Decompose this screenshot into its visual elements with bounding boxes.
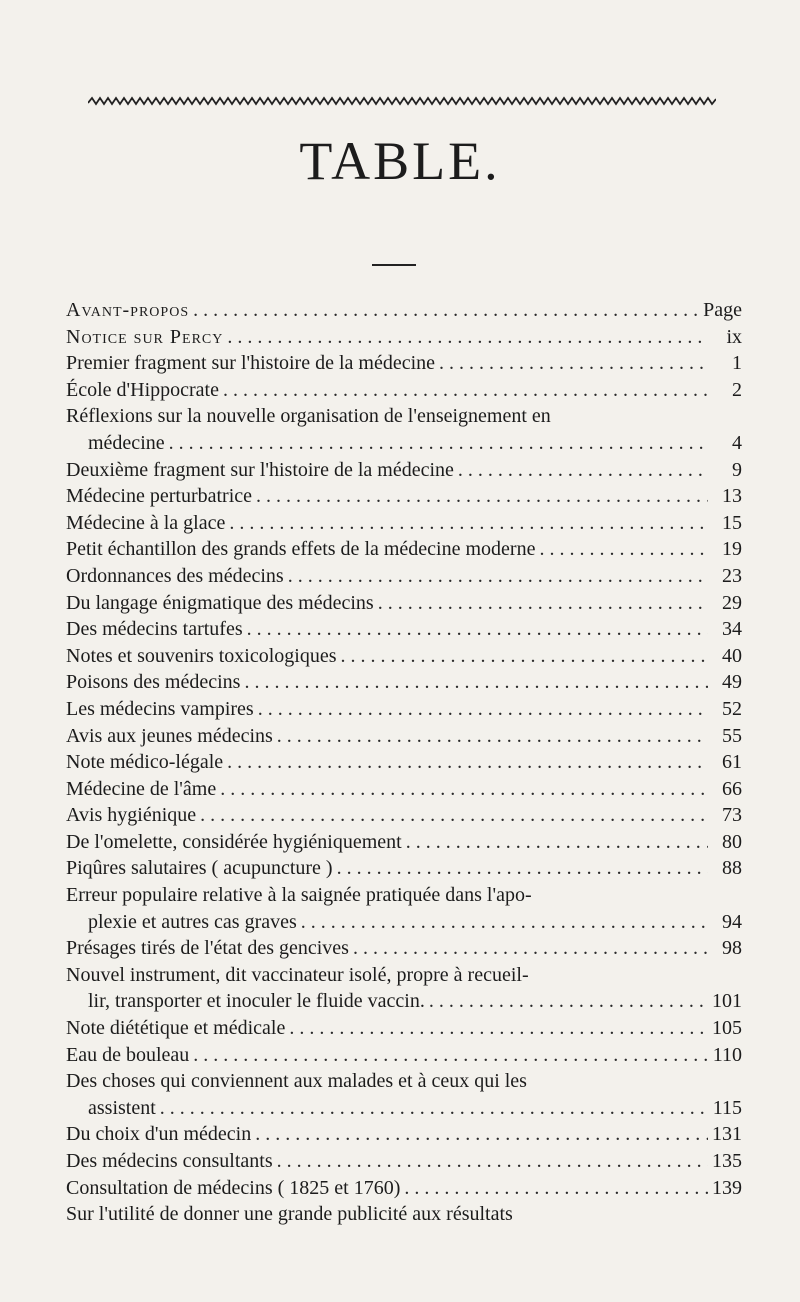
toc-entry-row bbox=[66, 1121, 742, 1148]
toc-entry-page: 9 bbox=[732, 458, 742, 481]
table-of-contents bbox=[66, 297, 742, 1228]
toc-entry-page: 73 bbox=[722, 804, 742, 827]
toc-entry bbox=[66, 643, 742, 670]
dot-leader bbox=[289, 1015, 708, 1042]
toc-entry-title: Ordonnances des médecins bbox=[66, 564, 284, 587]
toc-entry-row bbox=[66, 324, 742, 351]
dot-leader bbox=[301, 909, 708, 936]
toc-entry-title: Médecine perturbatrice bbox=[66, 485, 253, 508]
dot-leader bbox=[277, 723, 708, 750]
dot-leader bbox=[220, 776, 708, 803]
toc-entry-title: Avant-propos bbox=[66, 299, 190, 321]
toc-entry-row bbox=[66, 935, 742, 962]
toc-entry bbox=[66, 563, 742, 590]
toc-entry bbox=[66, 935, 742, 962]
toc-entry-row bbox=[66, 696, 742, 723]
toc-entry-row bbox=[66, 723, 742, 750]
toc-entry-row bbox=[66, 1042, 742, 1069]
toc-entry-title: assistent bbox=[88, 1096, 156, 1119]
toc-entry-row bbox=[66, 909, 742, 936]
toc-entry-row bbox=[66, 510, 742, 537]
toc-entry-row bbox=[66, 563, 742, 590]
dot-leader bbox=[223, 377, 708, 404]
toc-entry-page: 2 bbox=[732, 378, 742, 401]
toc-entry-row bbox=[66, 350, 742, 377]
toc-entry-page: 94 bbox=[722, 910, 742, 933]
toc-entry-row bbox=[66, 749, 742, 776]
toc-entry-page: 115 bbox=[712, 1096, 742, 1119]
toc-entry-title: École d'Hippocrate bbox=[66, 378, 219, 401]
toc-entry-title: Deuxième fragment sur l'histoire de la médecine bbox=[66, 458, 454, 481]
toc-entry bbox=[66, 723, 742, 750]
toc-entry bbox=[66, 403, 742, 456]
toc-entry-first-line: Sur l'utilité de donner une grande publicité aux résultats bbox=[66, 1203, 513, 1226]
toc-entry-page: Page bbox=[703, 299, 742, 321]
toc-entry-title: Du choix d'un médecin bbox=[66, 1123, 252, 1146]
toc-entry-title: Note diététique et médicale bbox=[66, 1017, 286, 1040]
toc-entry-title: Notice sur Percy bbox=[66, 325, 224, 348]
toc-entry-title: Des médecins consultants bbox=[66, 1150, 273, 1172]
toc-entry-first-line: Des choses qui conviennent aux malades et à ceux qui les bbox=[66, 1070, 527, 1093]
toc-entry-page: 23 bbox=[722, 564, 742, 587]
dot-leader bbox=[458, 457, 708, 484]
toc-entry bbox=[66, 1015, 742, 1042]
toc-entry bbox=[66, 882, 742, 935]
toc-entry-row bbox=[66, 430, 742, 457]
toc-entry-page: 80 bbox=[722, 830, 742, 853]
toc-entry-page: 19 bbox=[722, 538, 742, 561]
toc-entry-title: Consultation de médecins ( 1825 et 1760) bbox=[66, 1176, 401, 1199]
dot-leader bbox=[404, 1175, 708, 1202]
toc-entry-row bbox=[66, 669, 742, 696]
toc-entry-page: ix bbox=[726, 325, 742, 348]
toc-entry-row bbox=[66, 1148, 742, 1175]
toc-entry-title: Du langage énigmatique des médecins bbox=[66, 591, 374, 614]
dot-leader bbox=[341, 643, 708, 670]
toc-entry-row bbox=[66, 1175, 742, 1202]
dot-leader bbox=[337, 855, 708, 882]
toc-entry-title: Notes et souvenirs toxicologiques bbox=[66, 644, 337, 667]
toc-entry-title: Des médecins tartufes bbox=[66, 618, 243, 641]
toc-entry bbox=[66, 297, 742, 324]
toc-entry bbox=[66, 696, 742, 723]
toc-entry-page: 88 bbox=[722, 857, 742, 880]
dot-leader bbox=[255, 1121, 708, 1148]
toc-entry bbox=[66, 1148, 742, 1175]
toc-entry bbox=[66, 829, 742, 856]
toc-entry-title: Présages tirés de l'état des gencives bbox=[66, 937, 349, 960]
toc-entry bbox=[66, 377, 742, 404]
dot-leader bbox=[193, 1042, 708, 1069]
toc-entry bbox=[66, 510, 742, 537]
toc-entry-row bbox=[66, 829, 742, 856]
toc-entry-page: 34 bbox=[722, 618, 742, 641]
toc-entry-page: 98 bbox=[722, 937, 742, 960]
dot-leader bbox=[277, 1148, 708, 1175]
toc-entry-title: Les médecins vampires bbox=[66, 697, 254, 720]
dot-leader bbox=[244, 669, 708, 696]
dot-leader bbox=[227, 324, 708, 351]
toc-entry bbox=[66, 855, 742, 882]
toc-entry-row bbox=[66, 776, 742, 803]
toc-entry-page: 15 bbox=[722, 511, 742, 534]
toc-entry-page: 131 bbox=[712, 1123, 742, 1146]
dot-leader bbox=[406, 829, 708, 856]
toc-entry-row bbox=[66, 483, 742, 510]
title-divider bbox=[372, 264, 416, 266]
toc-entry-row bbox=[66, 1095, 742, 1122]
toc-entry-page: 13 bbox=[722, 485, 742, 508]
dot-leader bbox=[247, 616, 708, 643]
toc-entry bbox=[66, 776, 742, 803]
toc-entry-title: Avis aux jeunes médecins bbox=[66, 724, 273, 747]
toc-entry-row bbox=[66, 297, 742, 324]
dot-leader bbox=[539, 536, 708, 563]
ornamental-rule bbox=[88, 95, 716, 107]
dot-leader bbox=[378, 590, 708, 617]
toc-entry-page: 105 bbox=[712, 1017, 742, 1040]
toc-entry-row bbox=[66, 616, 742, 643]
dot-leader bbox=[288, 563, 708, 590]
toc-entry-row bbox=[66, 643, 742, 670]
dot-leader bbox=[353, 935, 708, 962]
toc-entry-title: Piqûres salutaires ( acupuncture ) bbox=[66, 857, 333, 880]
toc-entry-title: lir, transporter et inoculer le fluide vaccin. bbox=[88, 990, 425, 1013]
toc-entry bbox=[66, 536, 742, 563]
toc-entry bbox=[66, 1201, 742, 1228]
toc-entry-title: De l'omelette, considérée hygiéniquement bbox=[66, 830, 402, 853]
toc-entry bbox=[66, 350, 742, 377]
toc-entry-row bbox=[66, 590, 742, 617]
toc-entry-row bbox=[66, 1015, 742, 1042]
toc-entry-title: Médecine à la glace bbox=[66, 511, 226, 534]
toc-entry-page: 52 bbox=[722, 697, 742, 720]
toc-entry-page: 101 bbox=[712, 990, 742, 1013]
dot-leader bbox=[227, 749, 708, 776]
toc-entry bbox=[66, 324, 742, 351]
toc-entry bbox=[66, 802, 742, 829]
dot-leader bbox=[169, 430, 708, 457]
toc-entry-title: Premier fragment sur l'histoire de la médecine bbox=[66, 352, 436, 375]
toc-entry bbox=[66, 457, 742, 484]
toc-entry-page: 49 bbox=[722, 671, 742, 694]
toc-entry bbox=[66, 1175, 742, 1202]
toc-entry-row bbox=[66, 377, 742, 404]
toc-entry-title: Petit échantillon des grands effets de la médecine moderne bbox=[66, 538, 536, 561]
page-title: TABLE. bbox=[299, 131, 501, 191]
dot-leader bbox=[160, 1095, 708, 1122]
toc-entry-row bbox=[66, 536, 742, 563]
toc-entry-page: 61 bbox=[722, 751, 742, 774]
dot-leader bbox=[256, 483, 708, 510]
toc-entry-title: Note médico-légale bbox=[66, 751, 224, 774]
toc-entry bbox=[66, 1042, 742, 1069]
toc-entry-page: 110 bbox=[712, 1043, 742, 1066]
dot-leader bbox=[258, 696, 708, 723]
toc-entry-title: Eau de bouleau bbox=[66, 1043, 190, 1066]
dot-leader bbox=[193, 297, 699, 324]
toc-entry-row bbox=[66, 457, 742, 484]
toc-entry-page: 1 bbox=[732, 352, 742, 375]
toc-entry bbox=[66, 962, 742, 1015]
toc-entry-page: 66 bbox=[722, 777, 742, 800]
toc-entry-first-line: Erreur populaire relative à la saignée pratiquée dans l'apo- bbox=[66, 884, 532, 907]
toc-entry-first-line: Nouvel instrument, dit vaccinateur isolé, propre à recueil- bbox=[66, 963, 529, 986]
toc-entry-title: plexie et autres cas graves bbox=[88, 910, 297, 933]
toc-entry-page: 139 bbox=[712, 1176, 742, 1199]
toc-entry-first-line: Réflexions sur la nouvelle organisation de l'enseignement en bbox=[66, 405, 551, 428]
toc-entry-title: Poisons des médecins bbox=[66, 671, 241, 694]
toc-entry bbox=[66, 1121, 742, 1148]
toc-entry-row bbox=[66, 855, 742, 882]
toc-entry bbox=[66, 483, 742, 510]
toc-entry-title: Avis hygiénique bbox=[66, 804, 197, 827]
dot-leader bbox=[229, 510, 708, 537]
dot-leader bbox=[429, 988, 708, 1015]
toc-entry-title: Médecine de l'âme bbox=[66, 777, 217, 800]
toc-entry-title: médecine bbox=[88, 431, 165, 454]
toc-entry-row bbox=[66, 802, 742, 829]
toc-entry-page: 55 bbox=[722, 724, 742, 747]
toc-entry-page: 4 bbox=[732, 431, 742, 454]
toc-entry-row bbox=[66, 988, 742, 1015]
dot-leader bbox=[439, 350, 708, 377]
toc-entry bbox=[66, 1068, 742, 1121]
dot-leader bbox=[200, 802, 708, 829]
toc-entry-page: 29 bbox=[722, 591, 742, 614]
toc-entry-page: 40 bbox=[722, 644, 742, 667]
toc-entry bbox=[66, 669, 742, 696]
toc-entry bbox=[66, 590, 742, 617]
toc-entry bbox=[66, 749, 742, 776]
toc-entry bbox=[66, 616, 742, 643]
toc-entry-page: 135 bbox=[712, 1150, 742, 1172]
